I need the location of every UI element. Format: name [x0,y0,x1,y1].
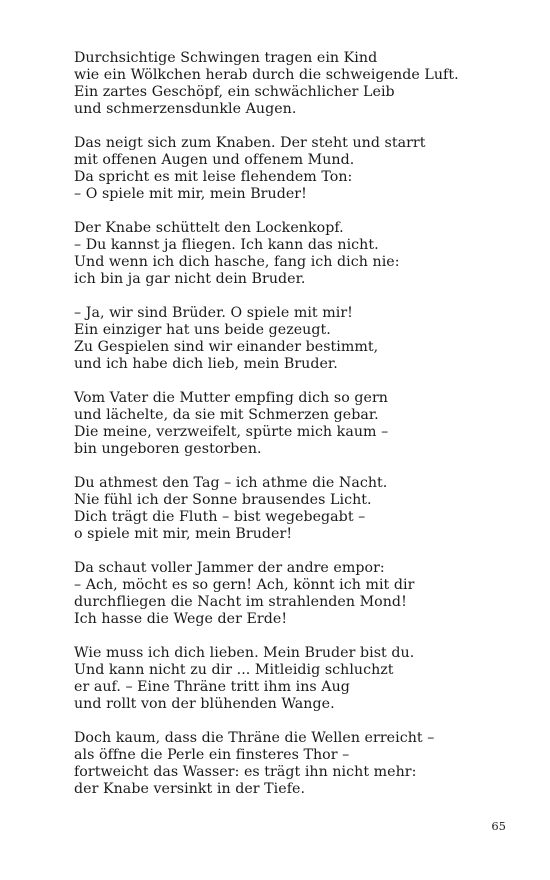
poem-line: Durchsichtige Schwingen tragen ein Kind [74,50,378,66]
poem-body [74,50,514,815]
poem-line: Nie fühl ich der Sonne brausendes Licht. [74,492,372,508]
stanza-6 [74,475,514,543]
poem-line: Das neigt sich zum Knaben. Der steht und starrt [74,135,426,151]
poem-line: bin ungeboren gestorben. [74,441,262,457]
poem-line: als öffne die Perle ein finsteres Thor – [74,747,350,763]
stanza-2 [74,135,514,203]
poem-line: Und wenn ich dich hasche, fang ich dich nie: [74,254,400,270]
stanza-9 [74,730,514,798]
poem-line: und schmerzensdunkle Augen. [74,101,297,117]
poem-line: und ich habe dich lieb, mein Bruder. [74,356,338,372]
poem-line: – Du kannst ja fliegen. Ich kann das nicht. [74,237,379,253]
poem-line: Vom Vater die Mutter empfing dich so gern [74,390,388,406]
poem-line: Du athmest den Tag – ich athme die Nacht. [74,475,388,491]
poem-line: Doch kaum, dass die Thräne die Wellen erreicht – [74,730,435,746]
poem-line: ich bin ja gar nicht dein Bruder. [74,271,306,287]
poem-line: Da spricht es mit leise flehendem Ton: [74,169,353,185]
poem-line: – Ja, wir sind Brüder. O spiele mit mir! [74,305,353,321]
poem-line: der Knabe versinkt in der Tiefe. [74,781,306,797]
stanza-4 [74,305,514,373]
poem-line: Wie muss ich dich lieben. Mein Bruder bist du. [74,645,415,661]
poem-line: durchfliegen die Nacht im strahlenden Mond! [74,594,407,610]
poem-line: Ich hasse die Wege der Erde! [74,611,288,627]
poem-line: mit offenen Augen und offenem Mund. [74,152,355,168]
poem-line: o spiele mit mir, mein Bruder! [74,526,293,542]
poem-line: fortweicht das Wasser: es trägt ihn nicht mehr: [74,764,417,780]
poem-line: Zu Gespielen sind wir einander bestimmt, [74,339,379,355]
poem-line: Da schaut voller Jammer der andre empor: [74,560,385,576]
poem-line: – Ach, möcht es so gern! Ach, könnt ich mit dir [74,577,415,593]
poem-line: er auf. – Eine Thräne tritt ihm ins Aug [74,679,350,695]
poem-line: – O spiele mit mir, mein Bruder! [74,186,307,202]
poem-line: und lächelte, da sie mit Schmerzen gebar. [74,407,379,423]
page-number: 65 [491,819,506,833]
stanza-7 [74,560,514,628]
poem-line: Die meine, verzweifelt, spürte mich kaum – [74,424,389,440]
poem-line: Ein zartes Geschöpf, ein schwächlicher Leib [74,84,395,100]
stanza-8 [74,645,514,713]
stanza-5 [74,390,514,458]
poem-line: Dich trägt die Fluth – bist wegebegabt – [74,509,366,525]
poem-line: Und kann nicht zu dir ... Mitleidig schluchzt [74,662,394,678]
stanza-1 [74,50,514,118]
poem-line: wie ein Wölkchen herab durch die schweigende Luft. [74,67,459,83]
poem-line: und rollt von der blühenden Wange. [74,696,335,712]
stanza-3 [74,220,514,288]
poem-line: Ein einziger hat uns beide gezeugt. [74,322,331,338]
poem-line: Der Knabe schüttelt den Lockenkopf. [74,220,344,236]
